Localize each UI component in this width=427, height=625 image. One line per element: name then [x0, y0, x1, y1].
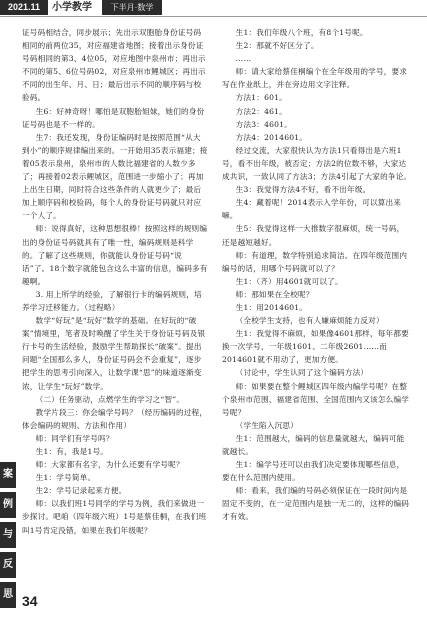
paragraph: 生1：我觉得不麻烦，如果像4601那样，每年都要换一次学号，一年级1601、二年级2601……而2014601就不用动了，更加方便。: [222, 329, 409, 365]
paragraph: 经过交流，大家很快认为方法1只看得出是六班1号，看不出年级，被否定；方法2的位数不够，大家达成共识，一致认同了方法3；方法4引起了大家的争论。: [222, 145, 412, 182]
paragraph: 师：大家都有名字，为什么还要有学号呢？: [35, 460, 184, 470]
paragraph: 师：有道理，数学特别追求简洁。在四年级范围内编号的话，用哪个号码就可以了？: [222, 250, 408, 273]
paragraph: （全校学生支持，也有人嫌麻烦能力反对）: [235, 316, 384, 326]
page-header: [0, 0, 427, 22]
header-rule: [0, 16, 427, 17]
paragraph: 证号码相结合，同步展示；先出示双胞胎身份证号码相同的前两位35，对应福建省地图；接着出示身份证号码相同的第3、4位05，对应地图中泉州市；再出示不同的第5、6位号码02，对应泉州市鲤城区；再出示不同的出生年、月、日；最后出示不同的顺序码与校验码。: [22, 28, 206, 103]
paragraph: 生5：我觉得这样一大推数字很麻烦，统一号码，还是越短越好。: [222, 224, 405, 247]
left-column: [22, 26, 208, 537]
right-column: [222, 26, 412, 524]
paragraph: 教学片段三：你会编学号吗？（经历编码的过程，体会编码的规则、方法和作用）: [22, 407, 208, 430]
paragraph: 师：请大家给蔡佳桐编个在全年级用的学号，要求写在作业纸上，并在旁边用文字注释。: [222, 67, 408, 90]
paragraph: 生1：学号简单。: [35, 473, 96, 483]
paragraph: 生1：编学号还可以由我们决定要体现哪些信息，要在什么范围内使用。: [222, 460, 405, 483]
side-tab-reflect: 反: [0, 552, 16, 578]
paragraph: 方法1：601。: [235, 93, 287, 103]
page-number: 34: [22, 593, 38, 609]
paragraph: （讨论中，学生认同了这个编码方法）: [235, 368, 369, 378]
paragraph: 师：如果要在整个鲤城区四年级内编学号呢？在整个泉州市范围、福建省范围、全国范围内又该怎么编学号呢？: [222, 381, 410, 417]
paragraph: 生1：有，我是1号。: [35, 447, 109, 456]
paragraph: 师：看来，我们编的号码必须保证在一段时间内是固定不变的，在一定范围内是独一无二的，这样的编码才有效。: [222, 486, 410, 522]
magazine-brand: 小学教学: [52, 2, 92, 13]
section-heading: （二）任务驱动，点燃学生的学习之“智”。: [35, 394, 185, 404]
paragraph: 生7：我还发现，身份证编码时是按照范围“从大到小”的顺序规律编出来的。一开始用35表示福建；接着05表示泉州，泉州市的人数比福建省的人数少多了；再接着02表示鲤城区，范围进一步缩小了；再加上出生日期，同时符合这些条件的人就更少了；最后加上顺序码和校验码，每个人的身份证号码就只对应一个人了。: [22, 132, 208, 221]
paragraph: 生2：那就不好区分了。: [235, 41, 319, 51]
paragraph: 生1：我们年级八个班，有8个1号呢。: [235, 28, 368, 37]
paragraph: 3. 用上所学的经验，了解银行卡的编码规则，培养学习迁移能力。（过程略）: [22, 289, 202, 312]
issue-date: 2021.11: [0, 0, 48, 15]
paragraph: 师：那如果在全校呢？: [235, 289, 314, 299]
paragraph: 生6：好神奇呀！哪怕是双胞胎姐妹，她们的身份证号码也是不一样的。: [22, 106, 205, 129]
magazine-subtitle: 下半月·数学: [102, 0, 162, 15]
paragraph: 生3：我觉得方法4不好，看不出年级。: [235, 185, 371, 195]
paragraph: 方法2：461。: [235, 106, 287, 116]
paragraph: ……: [235, 54, 252, 64]
side-tab-think: 思: [0, 582, 16, 608]
paragraph: 方法3：4601。: [235, 119, 293, 129]
paragraph: 师：以我们班1号同学的学号为例，我们来做进一步探讨。吧咱（四年级六班）1号是蔡佳桐，在我们班叫1号肯定没错，如果在我们年级呢？: [22, 499, 207, 535]
paragraph: 方法4：2014601。: [235, 132, 308, 142]
paragraph: （学生陷入沉思）: [235, 420, 299, 430]
side-tab-case: 案: [0, 462, 16, 488]
paragraph: 生1：范围越大，编码的信息量就越大，编码可能就越长。: [222, 433, 405, 456]
side-tab-and: 与: [0, 522, 16, 548]
paragraph: 生1：（齐）用4601就可以了。: [235, 276, 343, 286]
paragraph: 生4：藏着呢！2014表示入学年份，可以算出来嘛。: [222, 198, 402, 221]
paragraph: 师：同学们有学号吗？: [35, 433, 114, 443]
paragraph: 生1：用2014601。: [235, 302, 308, 312]
side-tab-example: 例: [0, 492, 16, 518]
paragraph: 师：说得真好，这种思想很棒！按照这样的规则编出的身份证号码就具有了唯一性，编码规则是科学的。了解了这些规则，你就能认身份证号码“说话”了。18个数字就能包含这么丰富的信息，编码多有趣啊。: [22, 224, 208, 286]
paragraph: 生2：学号记录起来方便。: [35, 486, 127, 496]
paragraph: 数学“好玩”是“玩好”数学的基础。在好玩的“破案”情境里，笔者及时唤醒了学生关于身份证号码及银行卡号的生活经验，鼓励学生帮助探长“破案”。提出问题“全国那么多人，身份证号码会不会重复”，逐步把学生的思考引向深入，让数学课“思”的味道逐渐变浓，让学生“玩好”数学。: [22, 316, 206, 391]
